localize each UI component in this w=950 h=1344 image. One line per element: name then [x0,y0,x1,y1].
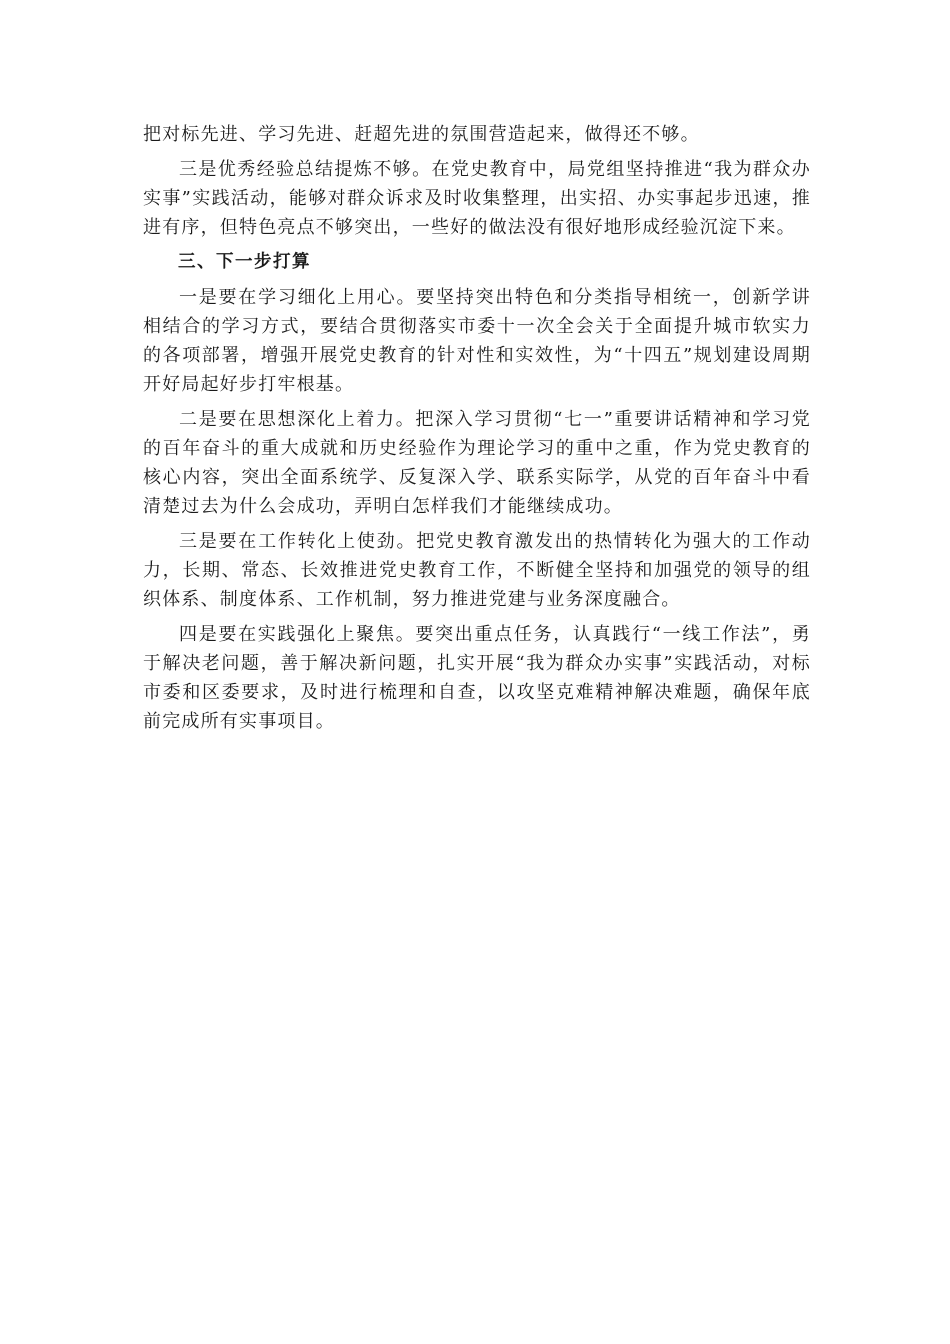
section-heading-next-steps: 三、下一步打算 [178,252,311,272]
paragraph-thought: 二是要在思想深化上着力。把深入学习贯彻“七一”重要讲话精神和学习党的百年奋斗的重大成就和历史经验作为理论学习的重中之重，作为党史教育的核心内容，突出全面系统学、反复深入学、联系实际学，从党的百年奋斗中看清楚过去为什么会成功，弄明白怎样我们才能继续成功。 [143,409,811,517]
paragraph-experience-summary: 三是优秀经验总结提炼不够。在党史教育中，局党组坚持推进“我为群众办实事”实践活动，能够对群众诉求及时收集整理，出实招、办实事起步迅速，推进有序，但特色亮点不够突出，一些好的做法没有很好地形成经验沉淀下来。 [143,159,811,238]
paragraph-practice: 四是要在实践强化上聚焦。要突出重点任务，认真践行“一线工作法”，勇于解决老问题，善于解决新问题，扎实开展“我为群众办实事”实践活动，对标市委和区委要求，及时进行梳理和自查，以攻坚克难精神解决难题，确保年底前完成所有实事项目。 [143,624,811,732]
paragraph-study: 一是要在学习细化上用心。要坚持突出特色和分类指导相统一，创新学讲相结合的学习方式，要结合贯彻落实市委十一次全会关于全面提升城市软实力的各项部署，增强开展党史教育的针对性和实效性，为“十四五”规划建设周期开好局起好步打牢根基。 [143,287,811,395]
paragraph-continuation: 把对标先进、学习先进、赶超先进的氛围营造起来，做得还不够。 [143,124,700,145]
paragraph-work: 三是要在工作转化上使劲。把党史教育激发出的热情转化为强大的工作动力，长期、常态、长效推进党史教育工作，不断健全坚持和加强党的领导的组织体系、制度体系、工作机制，努力推进党建与业务深度融合。 [143,531,811,610]
document-body [143,120,811,742]
